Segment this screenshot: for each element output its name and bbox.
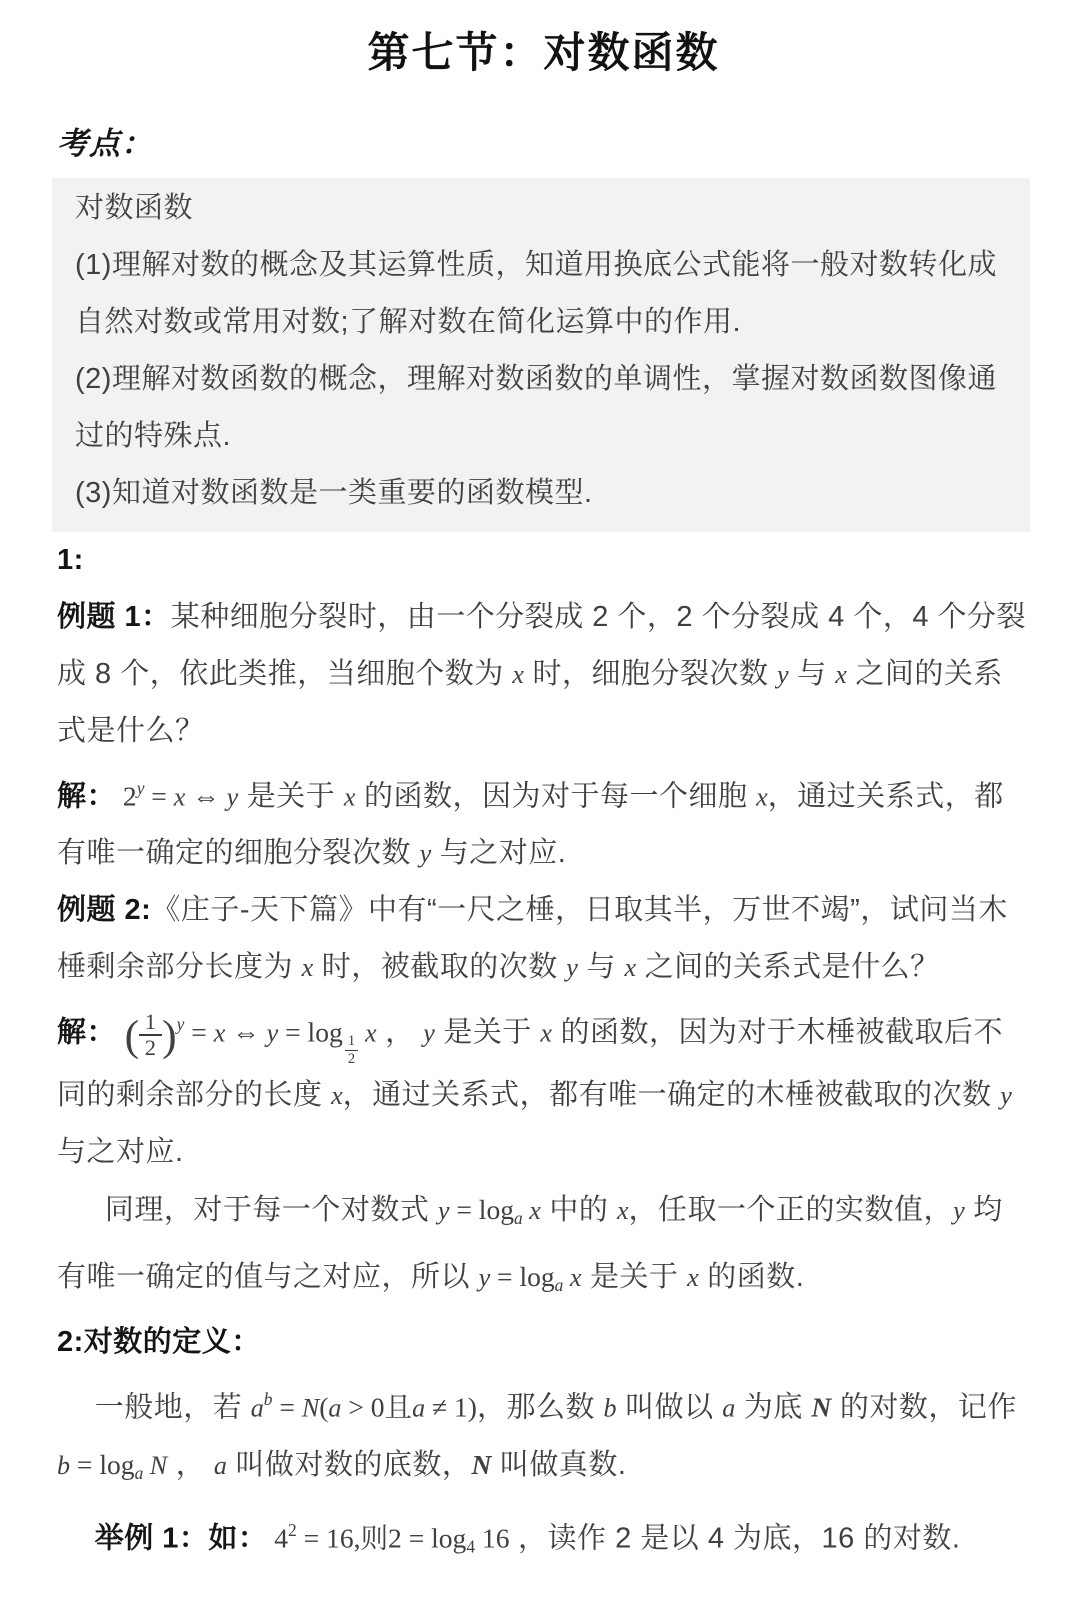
paragraph-example-2: 例题 2:《庄子-天下篇》中有“一尺之棰，日取其半，万世不竭”，试问当木棰剩余部分长度为 x 时，被截取的次数 y 与 x 之间的关系式是什么？ <box>57 894 1008 984</box>
paragraph-log-definition: 一般地，若 $a^b = N(a > 0$且a ≠ 1)，那么数 b 叫做以 a 为底 N 的对数，记作 b = loga N ， a 叫做对数的底数，N 叫做真数. <box>57 1388 1017 1484</box>
exam-points-label: 考点： <box>57 126 153 161</box>
exam-point-line: (1)理解对数的概念及其运算性质，知道用换底公式能将一般对数转化成自然对数或常用对数;了解对数在简化运算中的作用. <box>75 249 997 338</box>
paragraph-log-example: 举例 1：如： $4^2 = 16$,则2 = log4 16 ，读作 2 是以 4 为底，16 的对数. <box>94 1520 961 1557</box>
page-title: 第七节：对数函数 <box>367 29 720 76</box>
paragraph-example-1: 例题 1：某种细胞分裂时，由一个分裂成 2 个，2 个分裂成 4 个，4 个分裂成 8 个，依此类推，当细胞个数为 x 时，细胞分裂次数 y 与 x 之间的关系式是什么？ <box>57 601 1027 747</box>
paragraph-analogy: 同理，对于每一个对数式 y = loga x 中的 x，任取一个正的实数值，y 均有唯一确定的值与之对应，所以 y = loga x 是关于 x 的函数. <box>57 1194 1003 1295</box>
exam-point-line: (2)理解对数函数的概念，理解对数函数的单调性，掌握对数函数图像通过的特殊点. <box>75 363 997 452</box>
paragraph-solution-1: 解： $2^y = x$ ⇔ y 是关于 x 的函数，因为对于每一个细胞 x，通过关系式，都有唯一确定的细胞分裂次数 y 与之对应. <box>57 778 1004 870</box>
paragraph-solution-2: 解： ( $\frac{1}{2}$ )$^y$ = x ⇔ y = log $\frac{1}{2}$ x ， y 是关于 x 的函数，因为对于木棰被截取后不同的剩余部分的长度 x，通过关系式，都有唯一确定的木棰被截取的次数 y 与之对应. <box>57 1009 1012 1169</box>
exam-points-box <box>52 178 1030 532</box>
section-heading-1: 1: <box>57 544 84 576</box>
section-heading-2: 2:对数的定义： <box>57 1325 261 1358</box>
exam-point-line: 对数函数 <box>75 192 194 224</box>
exam-point-line: (3)知道对数函数是一类重要的函数模型. <box>75 477 593 509</box>
